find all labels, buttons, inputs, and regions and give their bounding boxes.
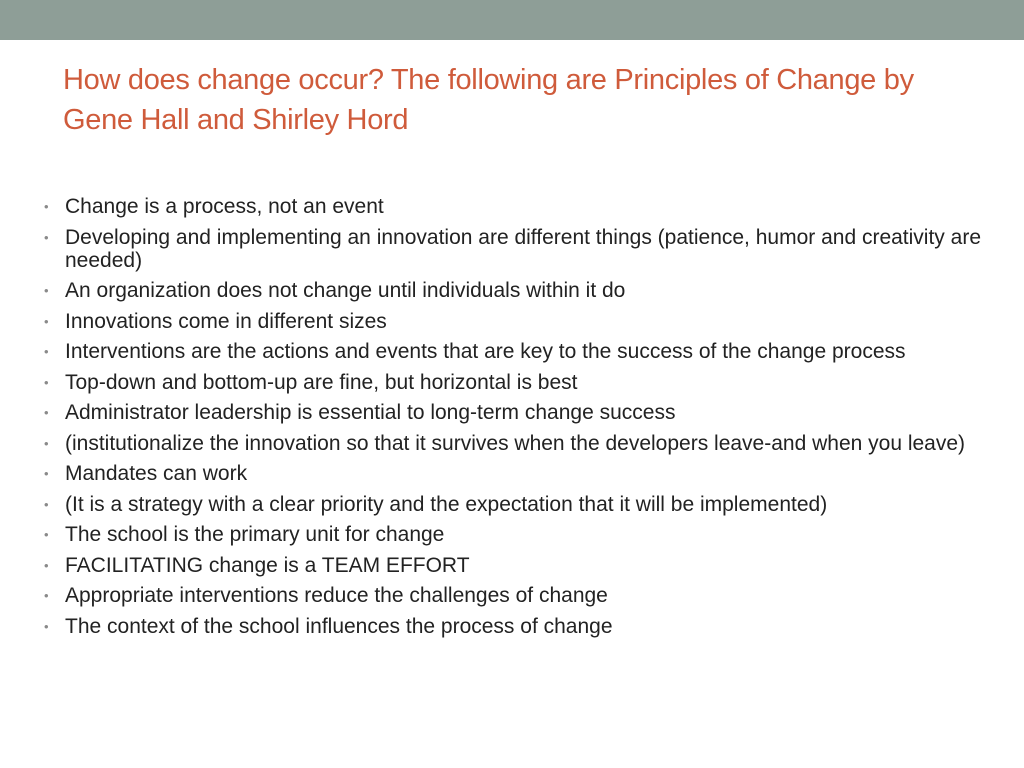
bullet-text: The school is the primary unit for change [65,523,445,546]
bullet-dot-icon: • [44,229,49,245]
bullet-item [44,226,994,272]
bullet-text: Change is a process, not an event [65,195,384,218]
bullet-dot-icon: • [44,618,49,634]
bullet-dot-icon: • [44,435,49,451]
bullet-dot-icon: • [44,374,49,390]
bullet-dot-icon: • [44,283,49,298]
bullet-text: An organization does not change until individuals within it do [65,279,626,302]
bullet-text: (institutionalize the innovation so that it survives when the developers leave-and when you leave) [65,431,966,455]
bullet-dot-icon: • [44,496,49,512]
bullet-item [44,584,994,607]
bullet-text: FACILITATING change is a TEAM EFFORT [65,553,470,577]
bullet-item [44,279,994,302]
bullet-dot-icon: • [44,557,49,573]
bullet-dot-icon: • [44,405,49,420]
bullet-item [44,340,994,363]
bullet-dot-icon: • [44,199,49,214]
bullet-text: Innovations come in different sizes [65,309,387,333]
bullet-text: Interventions are the actions and events that are key to the success of the change process [65,340,906,363]
bullet-item [44,310,994,333]
bullet-item [44,523,994,546]
top-accent-bar [0,0,1024,40]
bullet-text: Appropriate interventions reduce the challenges of change [65,584,608,607]
bullet-item [44,371,994,394]
bullet-item [44,462,994,485]
bullet-text: Administrator leadership is essential to long-term change success [65,401,676,424]
bullet-text: The context of the school influences the process of change [65,614,613,638]
bullet-item [44,432,994,455]
bullet-item [44,195,994,218]
bullet-dot-icon: • [44,344,49,359]
bullet-item [44,401,994,424]
bullet-list [44,195,994,645]
bullet-text: Top-down and bottom-up are fine, but horizontal is best [65,370,578,394]
bullet-item [44,493,994,516]
bullet-dot-icon: • [44,527,49,542]
bullet-dot-icon: • [44,588,49,603]
bullet-text: (It is a strategy with a clear priority and the expectation that it will be implemented) [65,492,828,516]
bullet-text: Mandates can work [65,462,248,485]
bullet-text: Developing and implementing an innovation are different things (patience, humor and creativity are needed) [65,225,981,272]
bullet-item [44,554,994,577]
bullet-item [44,615,994,638]
slide-title: How does change occur? The following are Principles of Change by Gene Hall and Shirley Hord [63,64,914,136]
bullet-dot-icon: • [44,466,49,481]
bullet-dot-icon: • [44,313,49,329]
